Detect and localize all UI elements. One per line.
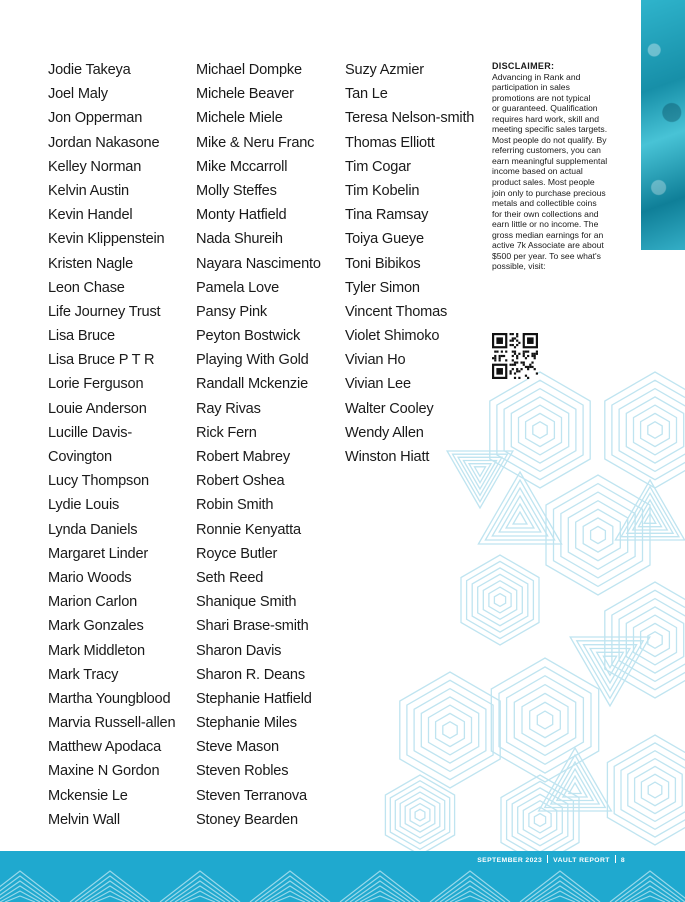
- pattern-shape: [576, 509, 621, 560]
- pattern-shape: [490, 372, 590, 488]
- list-item: Mike & Neru Franc: [196, 134, 315, 151]
- list-item: Teresa Nelson-smith: [345, 110, 475, 127]
- pattern-shape: [514, 685, 575, 756]
- list-item: Jordan Nakasone: [48, 134, 160, 151]
- pattern-shape: [583, 518, 613, 552]
- pattern-shape: [467, 561, 534, 638]
- pattern-shape: [522, 693, 568, 746]
- list-item: Shanique Smith: [196, 594, 297, 611]
- disclaimer-line: referring customers, you can: [492, 145, 601, 156]
- pattern-shape: [472, 568, 528, 632]
- pattern-shape: [497, 380, 583, 479]
- list-item: Kelley Norman: [48, 158, 142, 175]
- pattern-shape: [415, 809, 425, 820]
- pattern-shape: [504, 389, 576, 472]
- pattern-shape: [537, 711, 552, 729]
- pattern-shape: [526, 413, 555, 446]
- disclaimer-line: promotions are not typical: [492, 92, 591, 103]
- list-item: Molly Steffes: [196, 182, 277, 199]
- disclaimer-line: Advancing in Rank and: [492, 71, 581, 82]
- list-item: Maxine N Gordon: [48, 763, 160, 780]
- disclaimer-line: meeting specific sales targets.: [492, 124, 608, 135]
- pattern-shape: [507, 781, 574, 858]
- footer-chevron-pattern: [0, 867, 685, 902]
- footer-info: [477, 855, 625, 864]
- list-item: Thomas Elliott: [345, 134, 435, 151]
- pattern-shape: [607, 735, 685, 845]
- list-item: Vincent Thomas: [345, 303, 448, 320]
- disclaimer-line: Most people do not qualify. By: [492, 134, 607, 145]
- list-item: Mike Mccarroll: [196, 158, 288, 175]
- list-item: Lisa Bruce: [48, 328, 115, 345]
- pattern-shape: [628, 759, 682, 822]
- teal-texture-image: [641, 0, 685, 250]
- pattern-shape: [605, 582, 685, 698]
- pattern-shape: [533, 422, 547, 439]
- list-item: Jodie Takeya: [48, 62, 131, 78]
- list-item: Steven Robles: [196, 763, 289, 780]
- list-item: Robert Oshea: [196, 473, 285, 490]
- list-item: Lucy Thompson: [48, 473, 149, 490]
- name-column-1: [48, 58, 175, 832]
- footer-chevron: [0, 881, 50, 902]
- pattern-shape: [518, 794, 563, 845]
- list-item: Tan Le: [345, 86, 388, 103]
- list-item: Playing With Gold: [196, 352, 309, 369]
- list-item: Jon Opperman: [48, 110, 143, 127]
- name-column-2: [196, 58, 321, 832]
- footer-date: SEPTEMBER 2023: [477, 857, 543, 864]
- list-item: Steve Mason: [196, 739, 279, 756]
- list-item: Melvin Wall: [48, 811, 120, 828]
- list-item: Marvia Russell-allen: [48, 715, 176, 732]
- list-item: Ronnie Kenyatta: [196, 521, 301, 538]
- list-item: Sharon Davis: [196, 642, 282, 659]
- pattern-shape: [499, 667, 591, 773]
- list-item: Mark Tracy: [48, 666, 119, 683]
- list-item: Seth Reed: [196, 569, 264, 586]
- pattern-shape: [512, 788, 568, 852]
- list-item: Robert Mabrey: [196, 449, 290, 465]
- disclaimer-line: metals and collectible coins: [492, 198, 597, 209]
- list-item: Louie Anderson: [48, 400, 147, 417]
- list-item: Kristen Nagle: [48, 255, 134, 272]
- pattern-shape: [494, 594, 505, 607]
- pattern-shape: [648, 782, 662, 798]
- list-item: Stephanie Hatfield: [196, 690, 312, 707]
- list-item: Covington: [48, 449, 112, 465]
- list-item: Randall Mckenzie: [196, 376, 308, 393]
- list-item: Toiya Gueye: [345, 231, 424, 248]
- pattern-shape: [421, 697, 478, 763]
- list-item: Steven Terranova: [196, 787, 307, 804]
- list-item: Matthew Apodaca: [48, 739, 162, 756]
- disclaimer-line: possible, visit:: [492, 261, 546, 272]
- list-item: Kelvin Austin: [48, 182, 129, 199]
- pattern-shape: [507, 676, 584, 765]
- list-item: Tim Cogar: [345, 158, 411, 175]
- list-item: Wendy Allen: [345, 424, 424, 441]
- list-item: Ray Rivas: [196, 400, 261, 417]
- pattern-shape: [491, 658, 598, 782]
- list-item: Royce Butler: [196, 545, 278, 562]
- list-item: Suzy Azmier: [345, 62, 424, 78]
- list-item: Joel Maly: [48, 86, 108, 103]
- list-item: Vivian Lee: [345, 376, 411, 393]
- list-item: Tyler Simon: [345, 279, 420, 296]
- disclaimer-line: active 7k Associate are about: [492, 240, 604, 251]
- list-item: Michele Miele: [196, 110, 283, 127]
- pattern-shape: [605, 372, 685, 488]
- disclaimer-line: gross median earnings for an: [492, 229, 604, 240]
- disclaimer-line: join only to purchase precious: [492, 187, 606, 198]
- list-item: Tina Ramsay: [345, 207, 429, 224]
- pattern-shape: [407, 680, 493, 779]
- list-item: Pansy Pink: [196, 303, 268, 320]
- disclaimer-line: $500 per year. To see what's: [492, 250, 601, 261]
- disclaimer-line: product sales. Most people: [492, 177, 595, 188]
- list-item: Stoney Bearden: [196, 811, 298, 828]
- list-item: Michael Dompke: [196, 62, 302, 78]
- list-item: Life Journey Trust: [48, 303, 161, 320]
- pattern-shape: [400, 672, 500, 788]
- footer-publication: VAULT REPORT: [553, 857, 610, 864]
- pattern-shape: [641, 774, 668, 805]
- pattern-shape: [443, 722, 457, 739]
- list-item: Lynda Daniels: [48, 521, 138, 538]
- list-item: Lisa Bruce P T R: [48, 352, 155, 369]
- pattern-shape: [395, 786, 444, 843]
- list-item: Mario Woods: [48, 569, 132, 586]
- list-item: Nada Shureih: [196, 231, 283, 248]
- pattern-shape: [554, 484, 643, 587]
- list-item: Violet Shimoko: [345, 328, 440, 345]
- list-item: Nayara Nascimento: [196, 255, 321, 272]
- list-item: Tim Kobelin: [345, 182, 420, 199]
- pattern-shape: [561, 492, 635, 578]
- list-item: Vivian Ho: [345, 352, 406, 369]
- list-item: Kevin Handel: [48, 207, 133, 224]
- name-column-3: [345, 58, 474, 469]
- list-item: Toni Bibikos: [345, 255, 421, 272]
- pattern-shape: [626, 397, 683, 463]
- list-item: Michele Beaver: [196, 86, 294, 103]
- list-item: Peyton Bostwick: [196, 328, 301, 345]
- disclaimer-line: requires hard work, skill and: [492, 113, 599, 124]
- list-item: Pamela Love: [196, 279, 279, 296]
- pattern-shape: [530, 702, 561, 737]
- pattern-shape: [635, 766, 676, 813]
- disclaimer-line: or guaranteed. Qualification: [492, 103, 598, 114]
- list-item: Mark Gonzales: [48, 618, 144, 635]
- list-item: Shari Brase-smith: [196, 618, 309, 635]
- pattern-shape: [400, 792, 440, 838]
- pattern-shape: [546, 475, 650, 595]
- disclaimer-heading: DISCLAIMER:: [492, 61, 555, 71]
- pattern-shape: [619, 599, 685, 682]
- pattern-shape: [534, 814, 545, 827]
- qr-code-icon[interactable]: [492, 333, 538, 379]
- list-item: Walter Cooley: [345, 400, 434, 417]
- pattern-shape: [513, 512, 527, 524]
- disclaimer-line: earn meaningful supplemental: [492, 155, 608, 166]
- pattern-shape: [619, 389, 685, 472]
- pattern-shape: [436, 713, 465, 746]
- list-item: Winston Hiatt: [345, 449, 430, 465]
- pattern-shape: [641, 413, 670, 446]
- list-item: Marion Carlon: [48, 594, 138, 611]
- pattern-shape: [641, 623, 670, 656]
- pattern-shape: [648, 422, 662, 439]
- page-number: 8: [620, 857, 625, 864]
- pattern-shape: [614, 743, 685, 837]
- list-item: Sharon R. Deans: [196, 666, 305, 683]
- pattern-shape: [390, 781, 449, 850]
- list-item: Margaret Linder: [48, 545, 149, 562]
- list-item: Monty Hatfield: [196, 207, 287, 224]
- list-item: Kevin Klippenstein: [48, 231, 165, 248]
- pattern-shape: [414, 689, 486, 772]
- disclaimer-block: [492, 61, 628, 272]
- list-item: Martha Youngblood: [48, 690, 171, 707]
- list-item: Rick Fern: [196, 424, 257, 441]
- list-item: Lucille Davis-: [48, 424, 132, 441]
- list-item: Robin Smith: [196, 497, 274, 514]
- pattern-shape: [478, 574, 523, 625]
- pattern-shape: [489, 587, 511, 613]
- disclaimer-line: for their own collections and: [492, 208, 599, 219]
- disclaimer-line: earn little or no income. The: [492, 219, 599, 230]
- list-item: Lorie Ferguson: [48, 376, 144, 393]
- pattern-shape: [410, 804, 430, 827]
- list-item: Mckensie Le: [48, 787, 128, 804]
- list-item: Stephanie Miles: [196, 715, 297, 732]
- list-item: Mark Middleton: [48, 642, 145, 659]
- pattern-shape: [591, 526, 606, 543]
- pattern-shape: [648, 632, 662, 649]
- disclaimer-line: income based on actual: [492, 166, 583, 177]
- list-item: Lydie Louis: [48, 497, 120, 514]
- list-item: Leon Chase: [48, 279, 125, 296]
- disclaimer-text: [492, 72, 628, 272]
- disclaimer-line: participation in sales: [492, 82, 570, 93]
- footer-bar: [0, 851, 685, 902]
- pattern-shape: [511, 397, 568, 463]
